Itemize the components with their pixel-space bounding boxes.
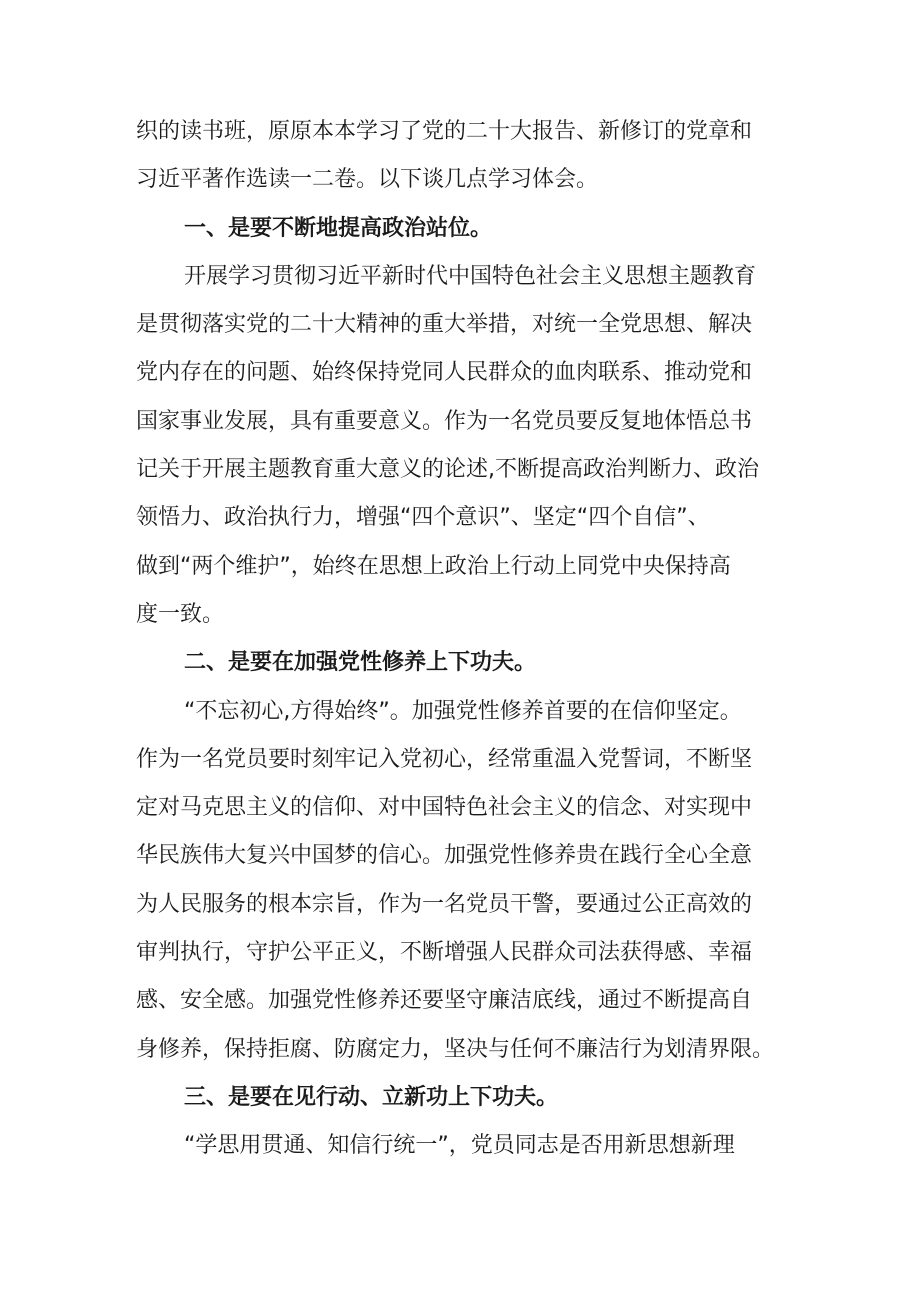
section-heading-2: 二、是要在加强党性修养上下功夫。 [184,650,537,676]
body-line: 定对马克思主义的信仰、对中国特色社会主义的信念、对实现中 [136,795,753,821]
body-line: 是贯彻落实党的二十大精神的重大举措，对统一全党思想、解决 [136,312,753,338]
body-line: 做到“两个维护”，始终在思想上政治上行动上同党中央保持高 [136,553,731,579]
body-line: 党内存在的问题、始终保持党同人民群众的血肉联系、推动党和 [136,360,753,386]
paragraph-start: “不忘初心,方得始终”。加强党性修养首要的在信仰坚定。 [184,698,742,724]
body-line: 为人民服务的根本宗旨，作为一名党员干警，要通过公正高效的 [136,891,753,917]
body-line: 感、安全感。加强党性修养还要坚守廉洁底线，通过不断提高自 [136,988,753,1014]
document-body [136,108,796,1171]
body-line: 国家事业发展，具有重要意义。作为一名党员要反复地体悟总书 [136,408,753,434]
body-line: 华民族伟大复兴中国梦的信心。加强党性修养贵在践行全心全意 [136,843,753,869]
body-line: 习近平著作选读一二卷。以下谈几点学习体会。 [136,167,599,193]
paragraph-start: 开展学习贯彻习近平新时代中国特色社会主义思想主题教育 [184,263,757,289]
body-line: 织的读书班，原原本本学习了党的二十大报告、新修订的党章和 [136,119,753,144]
section-heading-1: 一、是要不断地提高政治站位。 [184,215,493,241]
body-line: 领悟力、政治执行力，增强“四个意识”、坚定“四个自信”、 [136,505,710,531]
body-line: 身修养，保持拒腐、防腐定力，坚决与任何不廉洁行为划清界限。 [136,1036,775,1062]
body-line: 记关于开展主题教育重大意义的论述,不断提高政治判断力、政治 [136,457,759,483]
body-line: 审判执行，守护公平正义，不断增强人民群众司法获得感、幸福 [136,940,753,966]
paragraph-start: “学思用贯通、知信行统一”，党员同志是否用新思想新理 [184,1133,735,1159]
body-line: 作为一名党员要时刻牢记入党初心，经常重温入党誓词，不断坚 [136,746,753,772]
section-heading-3: 三、是要在见行动、立新功上下功夫。 [184,1084,559,1110]
body-line: 度一致。 [136,601,225,627]
